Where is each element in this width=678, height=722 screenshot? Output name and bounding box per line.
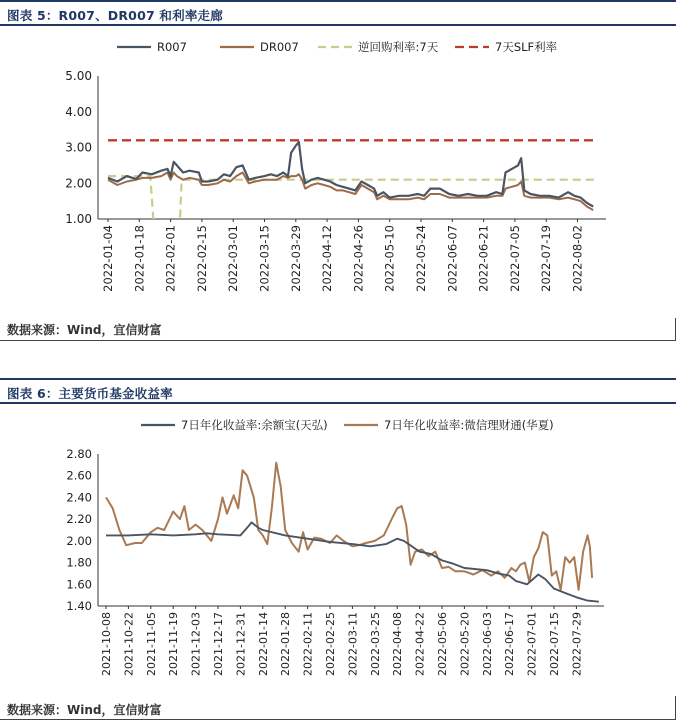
x-tick-label: 2021-11-19 xyxy=(167,612,181,676)
x-tick-label: 2022-05-06 xyxy=(436,612,449,676)
legend-label: 7日年化收益率:微信理财通(华夏) xyxy=(384,418,554,432)
legend-label: 7天SLF利率 xyxy=(495,40,558,54)
y-tick-label: 5.00 xyxy=(65,69,92,83)
y-tick-label: 3.00 xyxy=(65,140,92,155)
x-tick-label: 2022-01-14 xyxy=(256,612,270,676)
x-tick-label: 2022-03-11 xyxy=(346,612,360,676)
y-tick-label: 2.60 xyxy=(66,468,92,483)
x-tick-label: 2022-05-24 xyxy=(414,225,428,292)
series-line-2 xyxy=(106,463,592,590)
data-source: 数据来源：Wind，宜信财富 xyxy=(7,323,162,337)
chart-panel-1 xyxy=(0,0,676,341)
x-tick-label: 2022-01-28 xyxy=(279,612,293,676)
y-tick-label: 2.00 xyxy=(66,533,92,548)
x-tick-label: 2022-04-12 xyxy=(320,225,335,292)
x-tick-label: 2022-05-10 xyxy=(382,225,397,292)
chart-1-svg xyxy=(0,28,676,318)
x-tick-label: 2022-04-22 xyxy=(413,612,427,676)
x-tick-label: 2022-06-21 xyxy=(476,224,491,292)
x-tick-label: 2021-10-08 xyxy=(100,612,113,676)
x-tick-label: 2022-07-01 xyxy=(525,612,539,676)
legend-label: 7日年化收益率:余额宝(天弘) xyxy=(181,418,328,432)
chart-title: 图表 5：R007、DR007 和利率走廊 xyxy=(7,8,223,23)
x-tick-label: 2021-12-17 xyxy=(212,612,225,676)
x-tick-label: 2022-01-04 xyxy=(101,225,115,292)
x-tick-label: 2022-02-25 xyxy=(324,612,337,676)
x-tick-label: 2022-03-15 xyxy=(257,225,272,292)
y-tick-label: 2.80 xyxy=(66,447,92,461)
y-tick-label: 1.40 xyxy=(66,599,92,613)
x-tick-label: 2021-12-03 xyxy=(189,612,203,676)
chart-2-svg xyxy=(0,406,676,698)
x-tick-label: 2022-07-29 xyxy=(570,612,584,676)
y-tick-label: 2.40 xyxy=(66,490,92,505)
x-tick-label: 2022-02-15 xyxy=(194,225,209,292)
y-tick-label: 4.00 xyxy=(65,104,92,119)
x-tick-label: 2022-04-08 xyxy=(391,612,405,676)
x-tick-label: 2022-02-11 xyxy=(301,612,315,676)
chart-title-bar xyxy=(0,0,676,26)
y-tick-label: 1.80 xyxy=(66,555,92,570)
legend-label: 逆回购利率:7天 xyxy=(358,40,439,54)
x-tick-label: 2022-02-01 xyxy=(163,225,178,292)
legend-label: R007 xyxy=(157,40,187,54)
x-tick-label: 2022-07-19 xyxy=(539,225,554,292)
x-tick-label: 2022-05-20 xyxy=(458,612,472,676)
y-tick-label: 2.00 xyxy=(65,176,92,191)
chart-title: 图表 6：主要货币基金收益率 xyxy=(7,386,173,401)
x-tick-label: 2021-12-31 xyxy=(234,612,248,676)
x-tick-label: 2022-06-07 xyxy=(445,225,460,292)
x-tick-label: 2022-04-26 xyxy=(351,225,366,292)
x-tick-label: 2022-03-29 xyxy=(288,225,303,292)
y-tick-label: 2.20 xyxy=(66,512,92,527)
x-tick-label: 2022-03-01 xyxy=(226,225,241,292)
x-tick-label: 2022-03-25 xyxy=(368,612,382,676)
x-tick-label: 2022-06-03 xyxy=(480,612,494,676)
x-tick-label: 2022-07-05 xyxy=(507,225,522,292)
y-tick-label: 1.00 xyxy=(65,212,92,226)
x-tick-label: 2022-08-02 xyxy=(570,225,585,292)
x-tick-label: 2022-07-15 xyxy=(548,612,561,676)
x-tick-label: 2021-11-05 xyxy=(144,612,158,676)
chart-panel-2 xyxy=(0,378,676,721)
x-tick-label: 2022-01-18 xyxy=(132,225,147,292)
chart-title-bar xyxy=(0,378,676,404)
y-tick-label: 1.60 xyxy=(66,577,92,592)
data-source: 数据来源：Wind，宜信财富 xyxy=(7,703,162,717)
x-tick-label: 2021-10-22 xyxy=(122,612,136,676)
x-tick-label: 2022-06-17 xyxy=(503,612,517,676)
legend-label: DR007 xyxy=(260,40,299,54)
